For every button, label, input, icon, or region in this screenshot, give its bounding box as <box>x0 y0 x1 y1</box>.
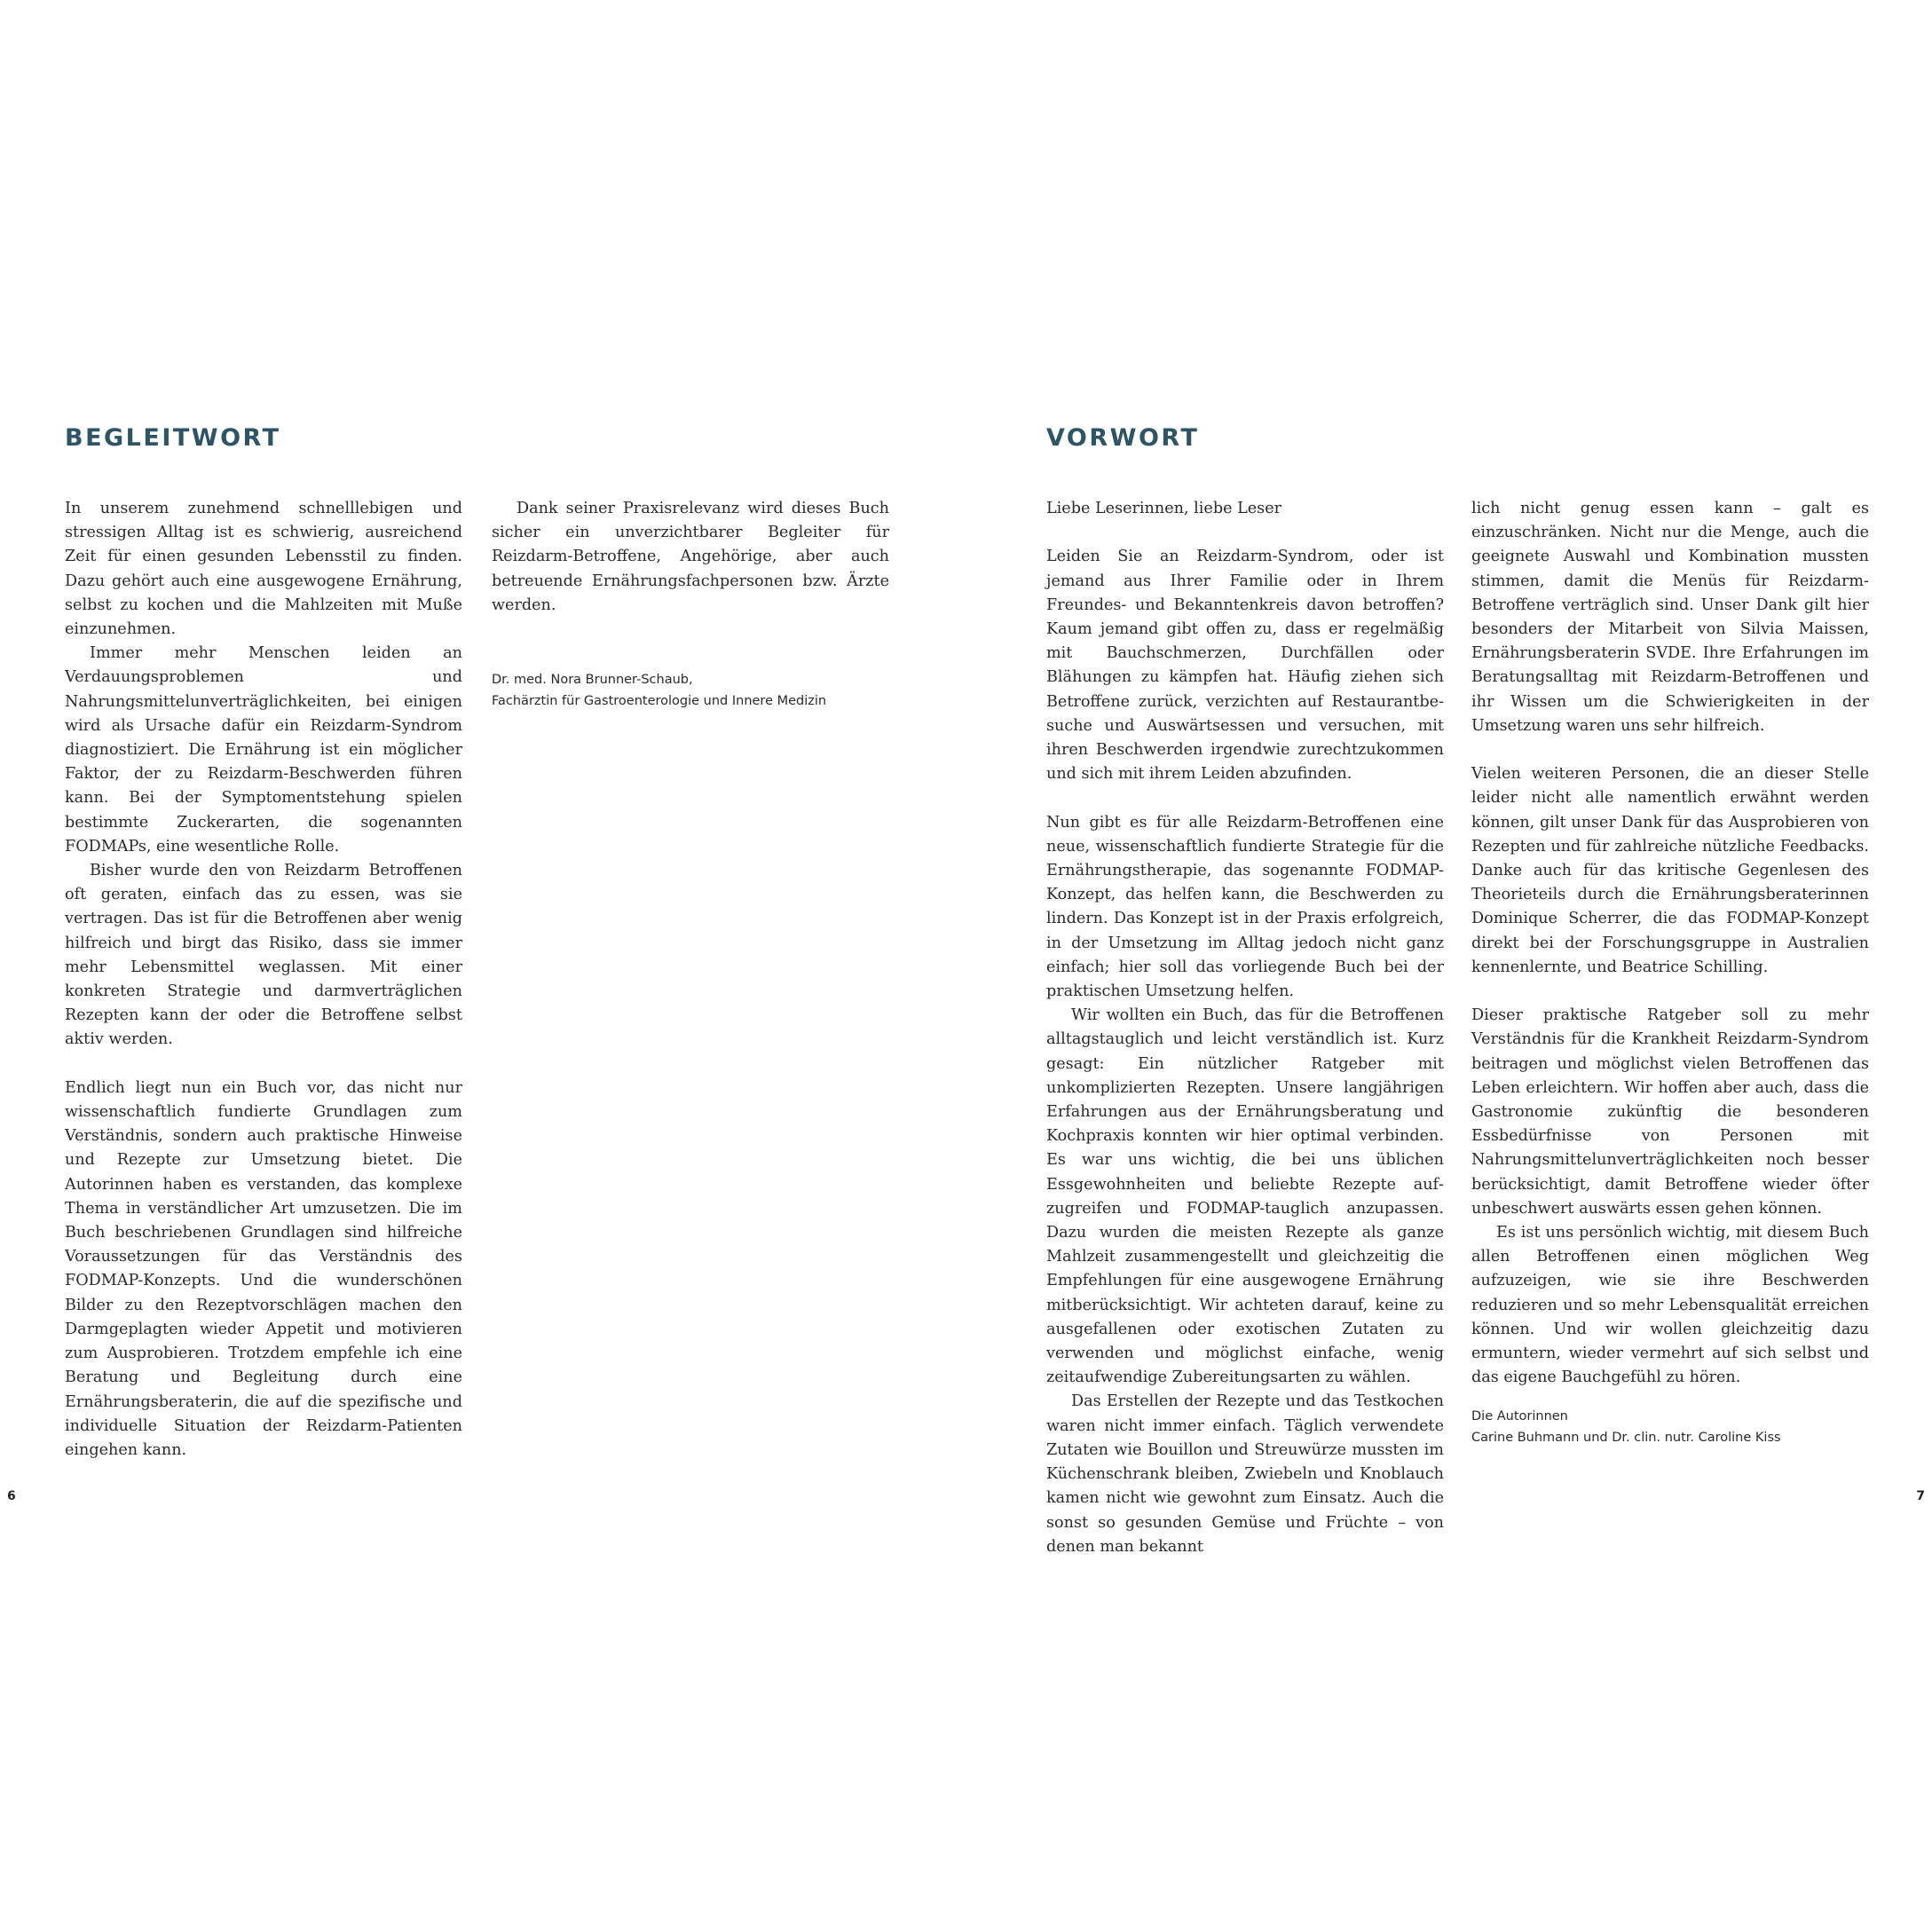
vorwort-column-1 <box>1046 497 1444 1559</box>
salutation: Liebe Leserinnen, liebe Leser <box>1046 500 1282 517</box>
paragraph: Bisher wurde den von Reizdarm Betroffenen oft geraten, einfach das zu essen, was sie vertragen. Das ist für die Betroffenen aber wenig hilfreich und birgt das Risiko, dass sie immer mehr Lebensmittel weglassen. Mit einer konkreten Strategie und darmverträglichen Rezepten kann der oder die Betroffene selbst aktiv werden. <box>65 862 462 1049</box>
paragraph: Vielen weiteren Personen, die an dieser Stelle leider nicht alle namentlich erwähnt werden können, gilt unser Dank für das Ausprobieren von Rezepten und für zahlreiche nützliche Feedbacks. Danke auch für das kritische Gegenlesen des Theorieteils durch die Ernährungsberaterinnen Dominique Scherrer, die das FODMAP-Konzept direkt bei der Forschungsgruppe in Australien kennenlernte, und Beatrice Schilling. <box>1471 765 1869 976</box>
paragraph: Das Erstellen der Rezepte und das Testkochen waren nicht immer einfach. Täglich verwendete Zutaten wie Bouillon und Streuwürze mussten im Küchenschrank bleiben, Zwiebeln und Knoblauch kamen nicht wie gewohnt zum Einsatz. Auch die sonst so gesunden Gemüse und Früchte – von denen man bekannt <box>1046 1392 1444 1556</box>
signature <box>492 669 889 712</box>
paragraph: Nun gibt es für alle Reizdarm-Betroffenen eine neue, wissenschaftlich fundierte Strategie für die Ernährungstherapie, das sogenannte FODMAP-Konzept, das helfen kann, die Beschwerden zu lindern. Das Konzept ist in der Praxis erfolgreich, in der Umsetzung im Alltag jedoch nicht ganz einfach; hier soll das vorliegende Buch bei der praktischen Umsetzung helfen. <box>1046 813 1444 1001</box>
signature-title: Fachärztin für Gastroenterologie und Innere Medizin <box>492 694 827 709</box>
vorwort-column-2 <box>1471 497 1869 1448</box>
paragraph: Dank seiner Praxisrelevanz wird dieses Buch sicher ein unverzichtbarer Begleiter für Reizdarm-Betroffene, Angehörige, aber auch betreuende Ernährungsfachpersonen bzw. Ärzte werden. <box>492 500 889 614</box>
heading-begleitwort: BEGLEITWORT <box>65 424 281 452</box>
signature-title: Carine Buhmann und Dr. clin. nutr. Caroline Kiss <box>1471 1431 1781 1446</box>
begleitwort-column-2 <box>492 497 889 712</box>
paragraph: In unserem zunehmend schnelllebigen und stressigen Alltag ist es schwierig, ausreichend Zeit für einen gesunden Lebensstil zu finden. Dazu gehört auch eine ausgewogene Ernährung, selbst zu kochen und die Mahlzeiten mit Muße einzunehmen. <box>65 500 462 639</box>
page-number: 7 <box>1916 1489 1925 1503</box>
signature-name: Dr. med. Nora Brunner-Schaub, <box>492 673 693 688</box>
signature-name: Die Autorinnen <box>1471 1409 1568 1424</box>
right-page <box>966 0 1932 1932</box>
paragraph: Leiden Sie an Reizdarm-Syndrom, oder ist jemand aus Ihrer Familie oder in Ihrem Freundes- und Bekanntenkreis davon betroffen? Kaum jemand gibt offen zu, dass er regelmäßig mit Bauchschmerzen, Durchfällen oder Blähungen zu kämpfen hat. Häufig ziehen sich Betroffene zurück, verzichten auf Restaurantbesuche und Auswärtsessen und versuchen, mit ihren Beschwerden irgendwie zurechtzukommen und sich mit ihrem Leiden abzufinden. <box>1046 548 1444 784</box>
paragraph: Immer mehr Menschen leiden an Verdauungsproblemen und Nahrungsmittelunverträglichkeiten, bei einigen wird als Ursache dafür ein Reizdarm-Syndrom diagnostiziert. Die Ernährung ist ein möglicher Faktor, der zu Reizdarm-Beschwerden führen kann. Bei der Symptomentstehung spielen bestimmte Zuckerarten, die sogenannten FODMAPs, eine wesentliche Rolle. <box>65 644 462 856</box>
page-number: 6 <box>7 1489 16 1503</box>
paragraph: Endlich liegt nun ein Buch vor, das nicht nur wissenschaftlich fundierte Grundlagen zum Verständnis, sondern auch praktische Hinweise und Rezepte zur Umsetzung bietet. Die Autorinnen haben es verstanden, das komplexe Thema in verständlicher Art umzusetzen. Die im Buch beschriebenen Grundlagen sind hilfreiche Voraussetzungen für das Verständnis des FODMAP-Konzepts. Und die wunderschönen Bilder zu den Rezeptvorschlägen machen den Darmgeplagten wieder Appetit und motivieren zum Ausprobieren. Trotzdem empfehle ich eine Beratung und Begleitung durch eine Ernährungsberaterin, die auf die spezifische und individuelle Situation der Reizdarm-Patienten eingehen kann. <box>65 1078 462 1459</box>
paragraph: lich nicht genug essen kann – galt es einzuschränken. Nicht nur die Menge, auch die geeignete Auswahl und Kombination mussten stimmen, damit die Menüs für Reizdarm-Betroffene verträglich sind. Unser Dank gilt hier besonders der Mitarbeit von Silvia Maissen, Ernährungsberaterin SVDE. Ihre Erfahrungen im Beratungsalltag mit Reizdarm-Betroffenen und ihr Wissen um die Schwierigkeiten in der Umsetzung waren uns sehr hilfreich. <box>1471 500 1869 735</box>
signature <box>1471 1406 1869 1448</box>
paragraph: Wir wollten ein Buch, das für die Betroffenen alltagstauglich und leicht verständlich ist. Kurz gesagt: Ein nützlicher Ratgeber mit unkomplizierten Rezepten. Unsere langjährigen Erfahrungen aus der Ernährungsberatung und Kochpraxis konnten wir hier optimal verbinden. Es war uns wichtig, die bei uns üblichen Essgewohnheiten und beliebte Rezepte aufzugreifen und FODMAP-tauglich anzupassen. Dazu wurden die meisten Rezepte als ganze Mahlzeit zusammengestellt und gleichzeitig die Empfehlungen für eine ausgewogene Ernährung mitberücksichtigt. Wir achteten darauf, keine zu ausgefallenen oder exotischen Zutaten zu verwenden und möglichst einfache, wenig zeitaufwendige Zubereitungsarten zu wählen. <box>1046 1006 1444 1387</box>
heading-vorwort: VORWORT <box>1046 424 1200 452</box>
begleitwort-column-1 <box>65 497 462 1463</box>
paragraph: Es ist uns persönlich wichtig, mit diesem Buch allen Betroffenen einen möglichen Weg aufzuzeigen, wie sie ihre Beschwerden reduzieren und so mehr Lebensqualität erreichen können. Und wir wollen gleichzeitig dazu ermuntern, wieder vermehrt auf sich selbst und das eigene Bauchgefühl zu hören. <box>1471 1224 1869 1387</box>
paragraph: Dieser praktische Ratgeber soll zu mehr Verständnis für die Krankheit Reizdarm-Syndrom beitragen und möglichst vielen Betroffenen das Leben erleichtern. Wir hoffen aber auch, dass die Gastronomie zukünftig die besonderen Essbedürfnisse von Personen mit Nahrungsmittelunverträglichkeiten noch besser berücksichtigt, damit Betroffene wieder öfter unbeschwert auswärts essen gehen können. <box>1471 1006 1869 1218</box>
